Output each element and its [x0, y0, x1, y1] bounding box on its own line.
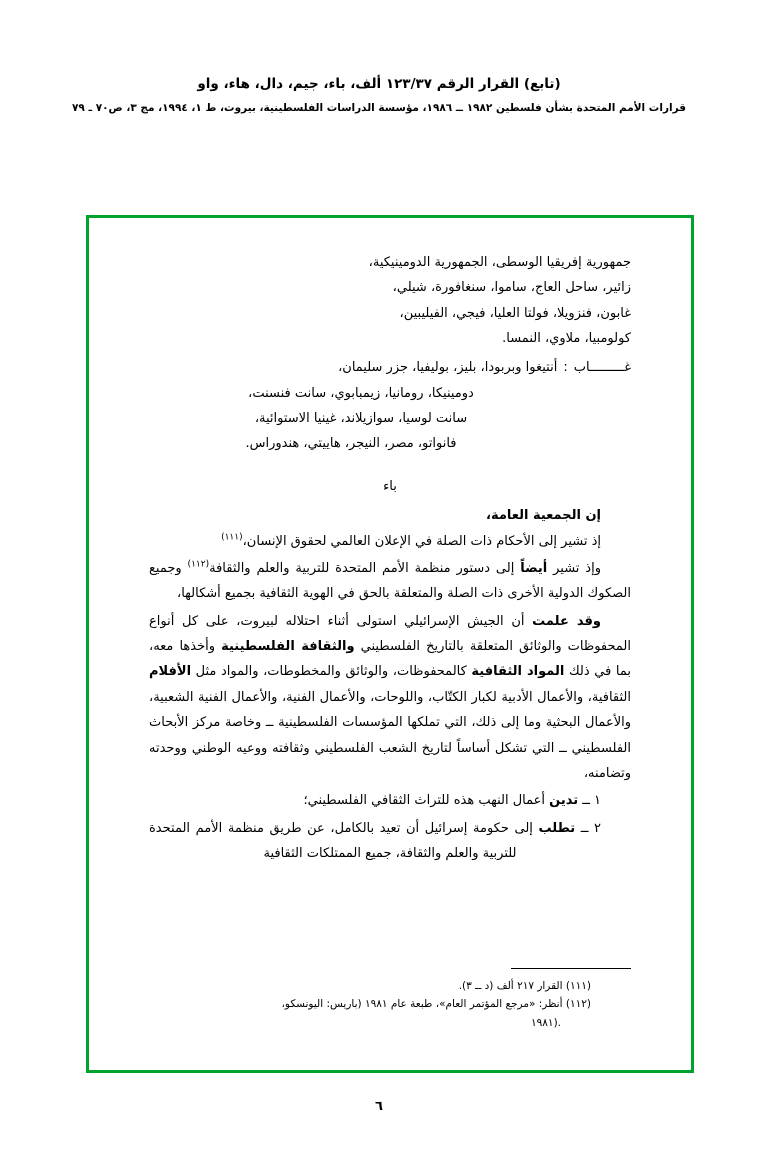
absent-list-line: سانت لوسيا، سوازيلاند، غينيا الاستوائية،: [254, 411, 468, 427]
paragraph: ١ ــ تدين أعمال النهب هذه للتراث الثقافي الفلسطيني؛: [303, 793, 601, 809]
footnote-line: .(١٩٨١: [531, 1016, 561, 1029]
document-page: [0, 74, 758, 1152]
page-header: [0, 74, 758, 117]
footnote-line: (١١١) القرار ٢١٧ ألف (د ــ ٣).: [458, 979, 591, 992]
absent-list-line: أنتيغوا وبربودا، بليز، بوليفيا، جزر سليمان،: [338, 360, 558, 376]
country-list-line: جمهورية إفريقيا الوسطى، الجمهورية الدومينيكية،: [368, 255, 631, 270]
paragraph: وإذ تشير أيضاً إلى دستور منظمة الأمم المتحدة للتربية والعلم والثقافة$^{(١١٢)}$ وجميع الصكوك الدولية الأخرى ذات الصلة والمتعلقة بالحق في الهوية الثقافية بجميع أشكالها،: [149, 559, 631, 602]
lead-line: إن الجمعية العامة،: [486, 507, 601, 523]
country-list-line: كولومبيا، ملاوي، النمسا.: [502, 331, 631, 347]
paragraph: ٢ ــ تطلب إلى حكومة إسرائيل أن تعيد بالكامل، عن طريق منظمة الأمم المتحدة للتربية والعلم والثقافة، جميع الممتلكات الثقافية: [149, 820, 601, 861]
absent-colon: :: [563, 360, 568, 376]
paragraph: وقد علمت أن الجيش الإسرائيلي استولى أثناء احتلاله لبيروت، على كل أنواع المحفوظات والوثائق المتعلقة بالتاريخ الفلسطيني والثقافة الفلسطينية وأخذها معه، بما في ذلك المواد الثقافية كالمحفوظات، والوثائق والمخطوطات، والمواد مثل الأفلام الثقافية، والأعمال الأدبية لكبار الكتّاب، واللوحات، والأعمال الفنية، والأعمال الفنية الشعبية، والأعمال البحثية وما إلى ذلك، التي تملكها المؤسسات الفلسطينية ــ وخاصة مركز الأبحاث الفلسطيني ــ التي تشكل أساساً لتاريخ الشعب الفلسطيني وثقافته ووعيه الوطني ووحدته وتضامنه،: [149, 613, 632, 781]
absent-list-line: فانواتو، مصر، النيجر، هاييتي، هندوراس.: [245, 436, 457, 452]
absent-list-line: دومينيكا، رومانيا، زيمبابوي، سانت فنسنت،: [248, 385, 474, 401]
footnotes: [149, 968, 631, 1032]
country-list: [149, 250, 631, 351]
absent-label: غـــــــــاب: [573, 360, 631, 376]
paragraph: إذ تشير إلى الأحكام ذات الصلة في الإعلان العالمي لحقوق الإنسان،$^{(١١١)}$: [221, 532, 601, 549]
country-list-line: زائير، ساحل العاج، ساموا، سنغافورة، شيلي،: [392, 280, 631, 296]
absent-first-row: [149, 355, 631, 380]
footnote-divider: [511, 968, 631, 969]
page-number: ٦: [375, 1099, 383, 1114]
footnote-line: (١١٢) أنظر: «مرجع المؤتمر العام»، طبعة عام ١٩٨١ (باريس: اليونسكو،: [281, 998, 591, 1011]
country-list-line: غابون، فنزويلا، فولتا العليا، فيجي، الفيليبين،: [399, 305, 631, 321]
absent-list: [149, 355, 631, 456]
header-source-citation: قرارات الأمم المتحدة بشأن فلسطين ١٩٨٢ ــ ١٩٨٦، مؤسسة الدراسات الفلسطينية، بيروت، ط ١، ١٩٩٤، مج ٣، ص٧٠ ـ ٧٩: [71, 102, 686, 115]
document-body: [89, 218, 691, 1070]
section-letter: باء: [383, 478, 397, 494]
green-border-frame: [86, 215, 694, 1073]
header-title: (تابع) القرار الرقم ١٢٣/٣٧ ألف، باء، جيم، دال، هاء، واو: [197, 76, 561, 92]
